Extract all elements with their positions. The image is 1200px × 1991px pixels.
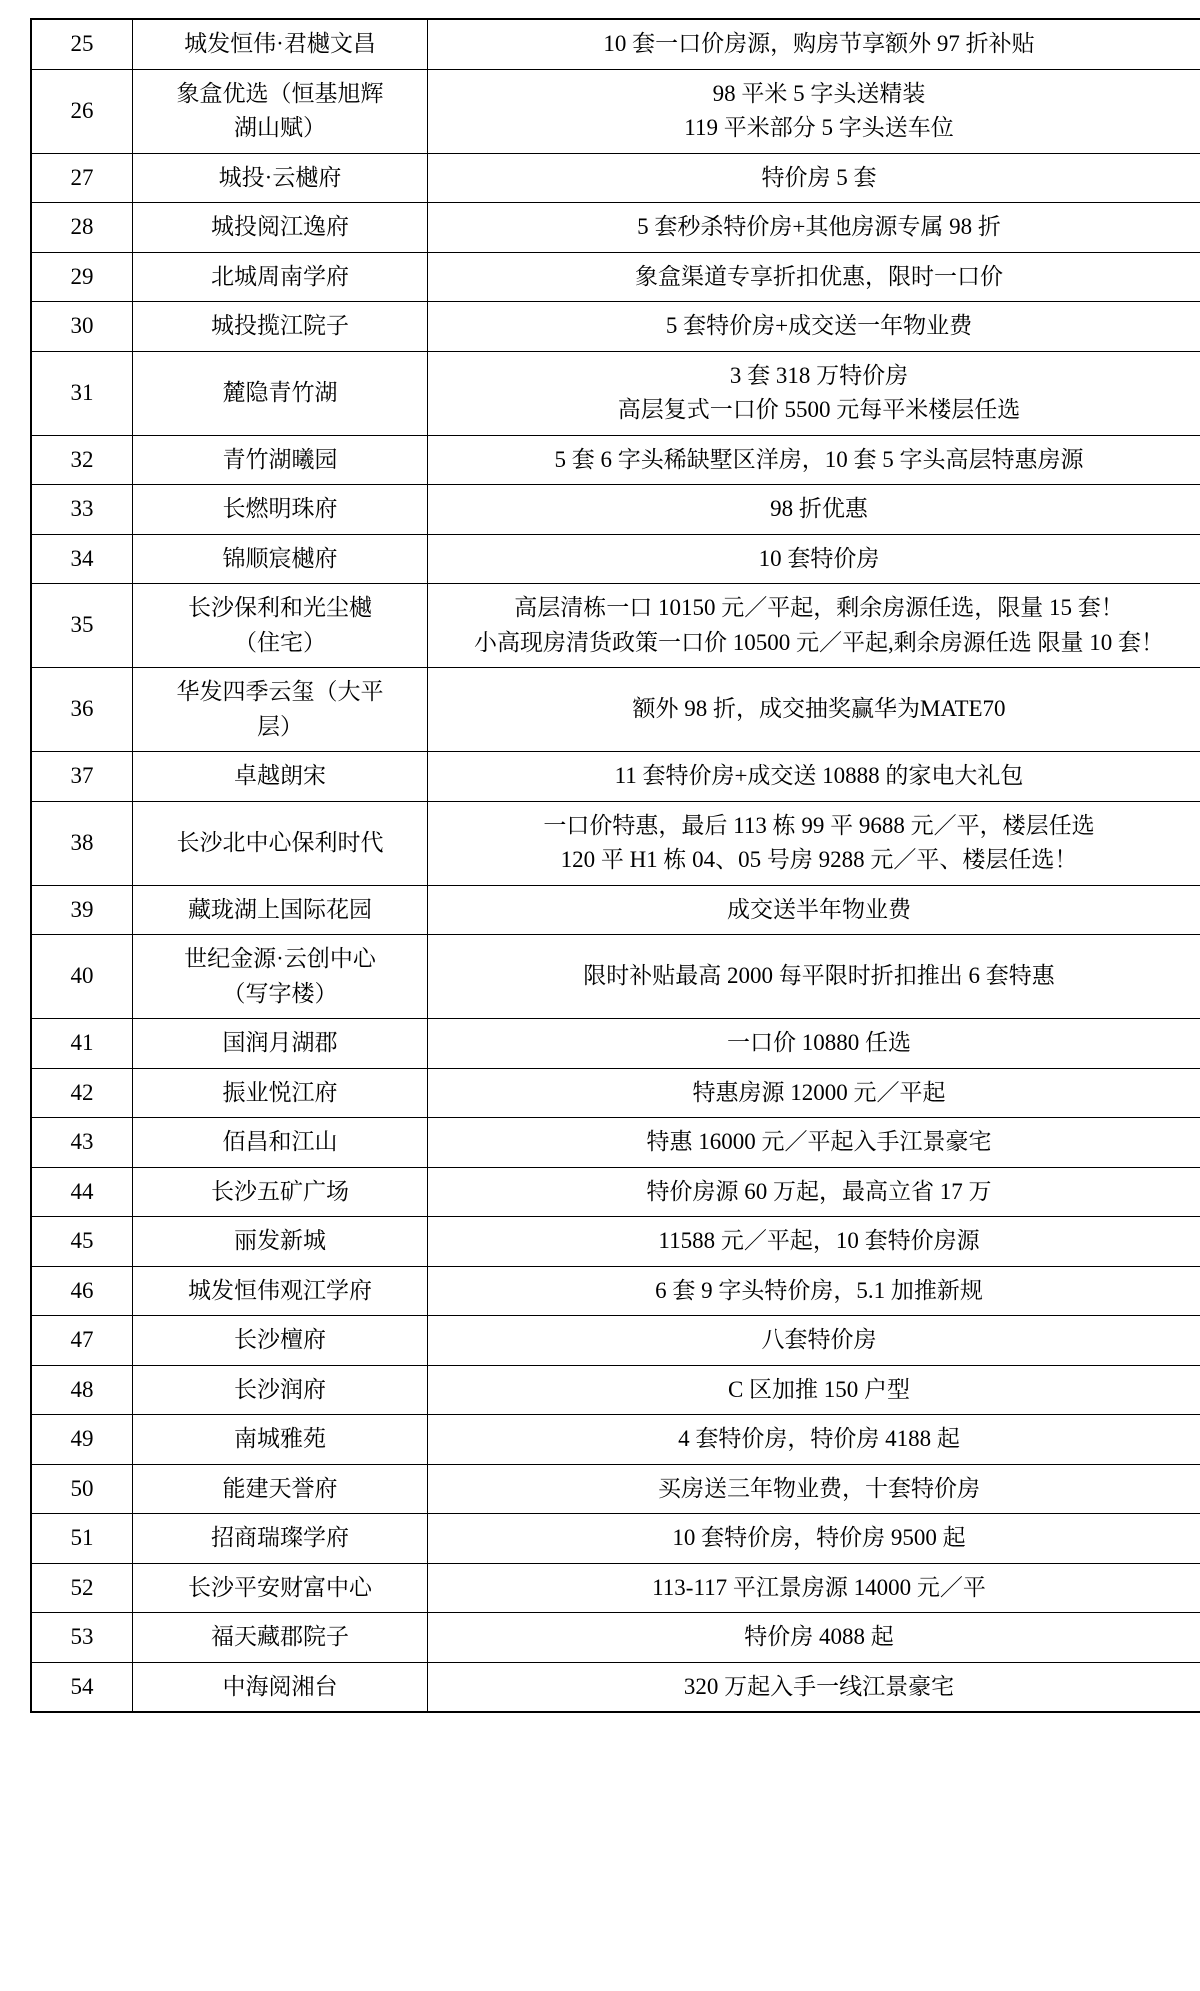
project-name-cell <box>133 935 428 1019</box>
table-row <box>31 1563 1200 1613</box>
project-name-cell <box>133 1365 428 1415</box>
project-name-line: 层） <box>257 713 303 739</box>
row-index-cell: 35 <box>31 584 133 668</box>
table-row <box>31 752 1200 802</box>
promotion-detail-line: 象盒渠道专享折扣优惠，限时一口价 <box>635 263 1003 289</box>
project-name-line: 湖山赋） <box>234 115 326 140</box>
table-row <box>31 534 1200 584</box>
promotion-detail-line: 特惠 16000 元／平起入手江景豪宅 <box>646 1129 992 1154</box>
promotion-detail-line: 八套特价房 <box>761 1327 877 1352</box>
promotion-detail-cell <box>428 1068 1200 1118</box>
promotion-detail-line: 6 套 9 字头特价房，5.1 加推新规 <box>655 1277 983 1303</box>
promotion-detail-line: 98 平米 5 字头送精装 <box>712 80 926 106</box>
promotion-detail-cell <box>428 1365 1200 1415</box>
project-name-cell <box>133 1118 428 1168</box>
promotion-detail-line: 高层清栋一口 10150 元／平起，剩余房源任选，限量 15 套！ <box>514 595 1124 620</box>
project-name-cell <box>133 1464 428 1514</box>
project-name-cell <box>133 1563 428 1613</box>
promotion-detail-line: 5 套秒杀特价房+其他房源专属 98 折 <box>637 214 1001 239</box>
promotion-detail-cell <box>428 69 1200 153</box>
promotion-detail-cell <box>428 885 1200 935</box>
project-name-cell <box>133 351 428 435</box>
project-name-cell <box>133 1266 428 1316</box>
project-name-line: 长沙檀府 <box>234 1327 326 1352</box>
promotion-detail-cell <box>428 435 1200 485</box>
promotion-detail-cell <box>428 1415 1200 1465</box>
row-index-cell: 41 <box>31 1019 133 1069</box>
project-name-line: （住宅） <box>234 629 326 655</box>
project-name-line: 能建天誉府 <box>222 1475 338 1501</box>
project-name-line: 世纪金源·云创中心 <box>184 946 376 971</box>
promotion-detail-line: 320 万起入手一线江景豪宅 <box>683 1673 955 1699</box>
promotion-detail-cell <box>428 534 1200 584</box>
project-name-line: 中海阅湘台 <box>222 1673 338 1699</box>
project-name-line: 福天藏郡院子 <box>211 1624 349 1649</box>
project-name-line: 长沙北中心保利时代 <box>176 829 384 855</box>
project-name-cell <box>133 1415 428 1465</box>
row-index-cell: 50 <box>31 1464 133 1514</box>
promotion-detail-line: 113-117 平江景房源 14000 元／平 <box>652 1574 986 1600</box>
table-row <box>31 1464 1200 1514</box>
project-name-cell <box>133 153 428 203</box>
project-name-line: 藏珑湖上国际花园 <box>188 896 372 922</box>
table-row <box>31 584 1200 668</box>
row-index-cell: 38 <box>31 801 133 885</box>
project-name-cell <box>133 69 428 153</box>
promotion-detail-line: 120 平 H1 栋 04、05 号房 9288 元／平、楼层任选！ <box>560 847 1078 872</box>
promotion-detail-cell <box>428 1464 1200 1514</box>
row-index-cell: 37 <box>31 752 133 802</box>
table-row <box>31 351 1200 435</box>
table-row <box>31 1662 1200 1712</box>
project-name-line: 麓隐青竹湖 <box>222 379 338 405</box>
promotion-detail-cell <box>428 1217 1200 1267</box>
promotion-detail-cell <box>428 1019 1200 1069</box>
project-name-line: 城发恒伟·君樾文昌 <box>184 31 376 56</box>
project-name-line: 城投揽江院子 <box>211 313 349 338</box>
promotion-detail-line: 10 套一口价房源，购房节享额外 97 折补贴 <box>603 31 1035 56</box>
promotion-detail-cell <box>428 153 1200 203</box>
project-name-cell <box>133 485 428 535</box>
promotion-detail-line: 额外 98 折，成交抽奖赢华为MATE70 <box>632 696 1006 722</box>
promotion-detail-cell <box>428 935 1200 1019</box>
promotion-detail-line: 特惠房源 12000 元／平起 <box>692 1079 946 1105</box>
promotion-detail-line: 119 平米部分 5 字头送车位 <box>684 115 954 140</box>
project-name-line: 振业悦江府 <box>222 1079 338 1105</box>
table-row <box>31 1415 1200 1465</box>
project-name-line: 长燃明珠府 <box>222 496 338 521</box>
project-name-line: 城投·云樾府 <box>218 164 342 190</box>
project-name-cell <box>133 1068 428 1118</box>
table-row <box>31 1514 1200 1564</box>
row-index-cell: 42 <box>31 1068 133 1118</box>
row-index-cell: 25 <box>31 19 133 69</box>
project-name-cell <box>133 752 428 802</box>
project-name-line: 国润月湖郡 <box>222 1030 338 1055</box>
promotion-detail-cell <box>428 1167 1200 1217</box>
table-row <box>31 203 1200 253</box>
promotion-detail-line: 特价房 4088 起 <box>744 1624 894 1649</box>
project-name-cell <box>133 534 428 584</box>
promotion-detail-cell <box>428 203 1200 253</box>
row-index-cell: 43 <box>31 1118 133 1168</box>
row-index-cell: 36 <box>31 668 133 752</box>
table-row <box>31 1167 1200 1217</box>
row-index-cell: 44 <box>31 1167 133 1217</box>
table-row <box>31 1365 1200 1415</box>
promotion-detail-cell <box>428 19 1200 69</box>
promotion-detail-line: 10 套特价房，特价房 9500 起 <box>672 1525 966 1550</box>
project-name-line: 城投阅江逸府 <box>211 214 349 239</box>
row-index-cell: 31 <box>31 351 133 435</box>
project-name-line: 佰昌和江山 <box>222 1129 338 1154</box>
table-row <box>31 885 1200 935</box>
row-index-cell: 34 <box>31 534 133 584</box>
project-name-cell <box>133 584 428 668</box>
row-index-cell: 27 <box>31 153 133 203</box>
table-row <box>31 1266 1200 1316</box>
promotion-detail-cell <box>428 252 1200 302</box>
row-index-cell: 29 <box>31 252 133 302</box>
row-index-cell: 49 <box>31 1415 133 1465</box>
promotion-detail-cell <box>428 584 1200 668</box>
promotion-detail-cell <box>428 485 1200 535</box>
table-row <box>31 801 1200 885</box>
table-row <box>31 485 1200 535</box>
promotion-detail-line: 4 套特价房，特价房 4188 起 <box>678 1426 960 1451</box>
project-name-line: 南城雅苑 <box>234 1426 326 1451</box>
row-index-cell: 26 <box>31 69 133 153</box>
promotion-detail-line: 3 套 318 万特价房 <box>729 362 909 388</box>
promotion-detail-line: 成交送半年物业费 <box>727 896 911 922</box>
promotion-detail-line: 一口价特惠，最后 113 栋 99 平 9688 元／平，楼层任选 <box>543 812 1095 838</box>
row-index-cell: 40 <box>31 935 133 1019</box>
promotion-detail-cell <box>428 351 1200 435</box>
project-name-cell <box>133 1167 428 1217</box>
row-index-cell: 28 <box>31 203 133 253</box>
project-name-line: （写字楼） <box>222 980 338 1006</box>
promotion-detail-cell <box>428 1118 1200 1168</box>
promotion-detail-line: 买房送三年物业费，十套特价房 <box>658 1475 980 1501</box>
project-name-line: 卓越朗宋 <box>234 763 326 788</box>
table-row <box>31 1613 1200 1663</box>
project-name-cell <box>133 203 428 253</box>
project-name-cell <box>133 435 428 485</box>
project-name-line: 招商瑞璨学府 <box>211 1525 349 1550</box>
project-name-cell <box>133 1662 428 1712</box>
promotion-detail-cell <box>428 668 1200 752</box>
promotion-detail-cell <box>428 1316 1200 1366</box>
row-index-cell: 32 <box>31 435 133 485</box>
project-name-line: 锦顺宸樾府 <box>222 545 338 571</box>
project-name-cell <box>133 668 428 752</box>
project-name-cell <box>133 19 428 69</box>
table-row <box>31 69 1200 153</box>
promotion-detail-cell <box>428 1514 1200 1564</box>
promotion-detail-line: 5 套 6 字头稀缺墅区洋房，10 套 5 字头高层特惠房源 <box>554 446 1084 472</box>
promotion-detail-cell <box>428 1266 1200 1316</box>
table-row <box>31 1019 1200 1069</box>
project-name-cell <box>133 1613 428 1663</box>
promotions-table <box>30 18 1200 1713</box>
project-name-line: 长沙五矿广场 <box>211 1178 349 1204</box>
table-row <box>31 1217 1200 1267</box>
promotion-detail-line: 高层复式一口价 5500 元每平米楼层任选 <box>617 397 1021 422</box>
table-row <box>31 1316 1200 1366</box>
row-index-cell: 53 <box>31 1613 133 1663</box>
row-index-cell: 45 <box>31 1217 133 1267</box>
project-name-cell <box>133 885 428 935</box>
row-index-cell: 46 <box>31 1266 133 1316</box>
promotion-detail-line: 11 套特价房+成交送 10888 的家电大礼包 <box>614 763 1024 788</box>
promotion-detail-line: 小高现房清货政策一口价 10500 元／平起,剩余房源任选 限量 10 套！ <box>474 629 1164 655</box>
table-row <box>31 19 1200 69</box>
promotion-detail-cell <box>428 1563 1200 1613</box>
table-row <box>31 668 1200 752</box>
project-name-cell <box>133 302 428 352</box>
row-index-cell: 33 <box>31 485 133 535</box>
row-index-cell: 30 <box>31 302 133 352</box>
row-index-cell: 52 <box>31 1563 133 1613</box>
promotions-table-body <box>31 19 1200 1712</box>
project-name-line: 北城周南学府 <box>211 263 349 289</box>
row-index-cell: 39 <box>31 885 133 935</box>
project-name-line: 长沙平安财富中心 <box>188 1574 372 1600</box>
promotion-detail-line: 11588 元／平起，10 套特价房源 <box>658 1228 980 1253</box>
project-name-cell <box>133 1217 428 1267</box>
promotion-detail-cell <box>428 1662 1200 1712</box>
promotion-detail-cell <box>428 302 1200 352</box>
row-index-cell: 54 <box>31 1662 133 1712</box>
row-index-cell: 47 <box>31 1316 133 1366</box>
project-name-line: 城发恒伟观江学府 <box>188 1277 372 1303</box>
promotion-detail-line: 特价房 5 套 <box>761 164 877 190</box>
table-row <box>31 435 1200 485</box>
promotion-detail-line: 限时补贴最高 2000 每平限时折扣推出 6 套特惠 <box>583 963 1055 989</box>
promotion-detail-cell <box>428 801 1200 885</box>
project-name-line: 象盒优选（恒基旭辉 <box>176 80 384 106</box>
project-name-line: 华发四季云玺（大平 <box>176 679 384 704</box>
project-name-line: 长沙润府 <box>234 1376 326 1402</box>
project-name-line: 青竹湖曦园 <box>222 446 338 472</box>
promotion-detail-line: 10 套特价房 <box>758 545 880 571</box>
promotion-detail-line: 一口价 10880 任选 <box>727 1030 911 1055</box>
promotion-detail-cell <box>428 1613 1200 1663</box>
table-row <box>31 153 1200 203</box>
project-name-cell <box>133 801 428 885</box>
row-index-cell: 48 <box>31 1365 133 1415</box>
project-name-cell <box>133 1514 428 1564</box>
table-row <box>31 302 1200 352</box>
table-row <box>31 1118 1200 1168</box>
table-row <box>31 252 1200 302</box>
project-name-line: 丽发新城 <box>234 1228 326 1253</box>
table-row <box>31 1068 1200 1118</box>
row-index-cell: 51 <box>31 1514 133 1564</box>
promotion-detail-line: 98 折优惠 <box>770 496 868 521</box>
project-name-cell <box>133 252 428 302</box>
table-row <box>31 935 1200 1019</box>
project-name-cell <box>133 1316 428 1366</box>
project-name-line: 长沙保利和光尘樾 <box>188 595 372 620</box>
promotion-detail-line: 5 套特价房+成交送一年物业费 <box>665 313 973 338</box>
promotion-detail-line: C 区加推 150 户型 <box>727 1376 911 1402</box>
promotion-detail-cell <box>428 752 1200 802</box>
promotion-detail-line: 特价房源 60 万起，最高立省 17 万 <box>646 1178 992 1204</box>
project-name-cell <box>133 1019 428 1069</box>
